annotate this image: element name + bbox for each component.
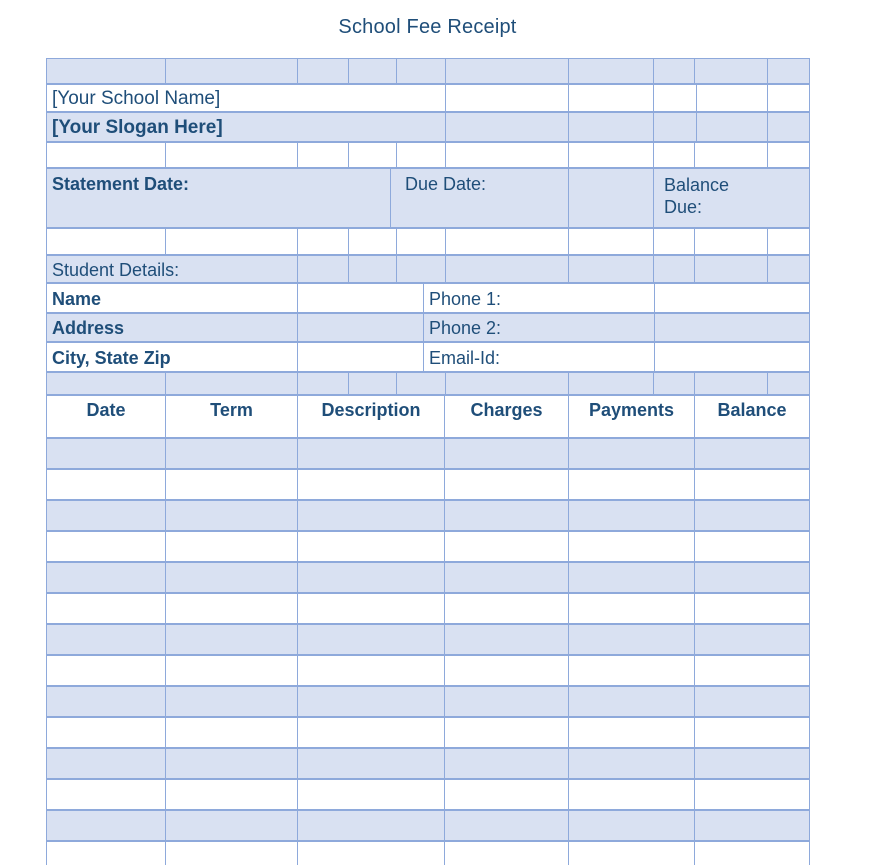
grid-cell (397, 256, 446, 282)
fee-cell-charges[interactable] (445, 594, 569, 623)
fee-cell-term[interactable] (166, 687, 298, 716)
fee-table-row (47, 563, 810, 594)
fee-table-row (47, 687, 810, 718)
grid-cell (654, 256, 695, 282)
city-label-cell (47, 343, 298, 371)
grid-band-row (47, 59, 810, 85)
grid-cell (695, 373, 768, 394)
fee-cell-description[interactable] (298, 594, 445, 623)
grid-cell (697, 85, 768, 111)
grid-cell (654, 85, 697, 111)
grid-cell (349, 373, 397, 394)
fee-cell-date[interactable] (47, 563, 166, 592)
fee-cell-description[interactable] (298, 501, 445, 530)
grid-cell (654, 143, 695, 167)
grid-cell (569, 59, 654, 83)
fee-cell-term[interactable] (166, 718, 298, 747)
fee-table-row (47, 594, 810, 625)
fee-cell-charges[interactable] (445, 563, 569, 592)
address-label: Address (52, 318, 125, 338)
header-charges: Charges (445, 396, 569, 437)
city-row (47, 343, 810, 373)
balance-due-label: Balance Due: (664, 175, 730, 217)
grid-cell (397, 143, 446, 167)
statement-date-label-cell (47, 169, 391, 227)
fee-cell-balance[interactable] (695, 811, 810, 840)
grid-cell (768, 85, 810, 111)
grid-cell (349, 143, 397, 167)
fee-cell-payments[interactable] (569, 718, 695, 747)
grid-cell (768, 113, 810, 141)
grid-cell (446, 373, 569, 394)
fee-cell-payments[interactable] (569, 470, 695, 499)
fee-cell-date[interactable] (47, 687, 166, 716)
phone2-label: Phone 2: (429, 318, 502, 338)
grid-cell (47, 373, 166, 394)
school-name-text: [Your School Name] (52, 88, 221, 109)
grid-cell (397, 59, 446, 83)
fee-cell-payments[interactable] (569, 501, 695, 530)
fee-cell-term[interactable] (166, 501, 298, 530)
due-date-value-cell[interactable] (569, 169, 654, 227)
fee-cell-payments[interactable] (569, 563, 695, 592)
fee-cell-date[interactable] (47, 780, 166, 809)
fee-cell-payments[interactable] (569, 811, 695, 840)
fee-cell-balance[interactable] (695, 439, 810, 468)
fee-cell-description[interactable] (298, 842, 445, 865)
fee-cell-payments[interactable] (569, 842, 695, 865)
fee-cell-payments[interactable] (569, 625, 695, 654)
phone2-value-cell[interactable] (655, 314, 810, 341)
due-date-label: Due Date: (405, 174, 487, 194)
fee-cell-payments[interactable] (569, 687, 695, 716)
grid-cell (768, 143, 810, 167)
fee-cell-description[interactable] (298, 470, 445, 499)
grid-cell (166, 373, 298, 394)
fee-cell-date[interactable] (47, 842, 166, 865)
name-label-cell (47, 284, 298, 312)
fee-cell-balance[interactable] (695, 625, 810, 654)
grid-cell (349, 229, 397, 254)
name-label: Name (52, 288, 102, 309)
grid-cell (446, 59, 569, 83)
fee-cell-charges[interactable] (445, 501, 569, 530)
fee-table-row (47, 532, 810, 563)
city-value-cell[interactable] (298, 343, 424, 371)
fee-cell-term[interactable] (166, 594, 298, 623)
grid-cell (768, 59, 810, 83)
grid-cell (166, 143, 298, 167)
statement-date-label: Statement Date: (52, 174, 190, 194)
grid-cell (654, 229, 695, 254)
grid-cell (298, 59, 349, 83)
fee-cell-payments[interactable] (569, 594, 695, 623)
fee-cell-description[interactable] (298, 780, 445, 809)
fee-cell-term[interactable] (166, 470, 298, 499)
grid-cell (446, 85, 569, 111)
slogan-row (47, 113, 810, 143)
fee-cell-charges[interactable] (445, 439, 569, 468)
fee-cell-charges[interactable] (445, 687, 569, 716)
fee-cell-description[interactable] (298, 718, 445, 747)
grid-cell (768, 373, 810, 394)
grid-cell (47, 143, 166, 167)
header-payments: Payments (569, 396, 695, 437)
fee-cell-date[interactable] (47, 470, 166, 499)
fee-cell-balance[interactable] (695, 563, 810, 592)
fee-cell-charges[interactable] (445, 718, 569, 747)
fee-cell-date[interactable] (47, 625, 166, 654)
grid-cell (569, 256, 654, 282)
fee-table-body (47, 439, 810, 865)
fee-cell-charges[interactable] (445, 780, 569, 809)
fee-cell-balance[interactable] (695, 749, 810, 778)
fee-table-row (47, 439, 810, 470)
fee-table-row (47, 749, 810, 780)
fee-table-row (47, 470, 810, 501)
grid-cell (654, 373, 695, 394)
fee-cell-date[interactable] (47, 501, 166, 530)
fee-cell-term[interactable] (166, 780, 298, 809)
grid-cell (695, 256, 768, 282)
grid-cell (166, 229, 298, 254)
fee-cell-description[interactable] (298, 532, 445, 561)
fee-cell-term[interactable] (166, 749, 298, 778)
fee-cell-balance[interactable] (695, 470, 810, 499)
fee-cell-payments[interactable] (569, 749, 695, 778)
fee-table-row (47, 718, 810, 749)
school-name-cell[interactable] (47, 85, 446, 111)
fee-cell-balance[interactable] (695, 687, 810, 716)
grid-cell (397, 229, 446, 254)
grid-cell (446, 229, 569, 254)
fee-table-row (47, 656, 810, 687)
page-title: School Fee Receipt (338, 16, 517, 38)
header-date: Date (47, 396, 166, 437)
fee-cell-payments[interactable] (569, 780, 695, 809)
fee-cell-charges[interactable] (445, 811, 569, 840)
grid-cell (695, 143, 768, 167)
fee-cell-balance[interactable] (695, 780, 810, 809)
fee-table-row (47, 625, 810, 656)
grid-cell (569, 143, 654, 167)
student-details-row (47, 256, 810, 284)
grid-cell (446, 143, 569, 167)
fee-cell-date[interactable] (47, 532, 166, 561)
fee-cell-description[interactable] (298, 687, 445, 716)
fee-cell-description[interactable] (298, 625, 445, 654)
grid-cell (397, 373, 446, 394)
fee-cell-charges[interactable] (445, 625, 569, 654)
spacer-row (47, 143, 810, 169)
grid-cell (446, 256, 569, 282)
grid-cell (446, 113, 569, 141)
spacer-row (47, 229, 810, 256)
address-row (47, 314, 810, 343)
phone1-label-cell (424, 284, 655, 312)
grid-cell (569, 113, 654, 141)
grid-cell (569, 373, 654, 394)
grid-cell (695, 59, 768, 83)
grid-cell (298, 373, 349, 394)
fee-cell-description[interactable] (298, 563, 445, 592)
grid-cell (298, 229, 349, 254)
grid-cell (349, 59, 397, 83)
address-label-cell (47, 314, 298, 341)
fee-cell-balance[interactable] (695, 842, 810, 865)
grid-cell (569, 229, 654, 254)
fee-table-header-row (47, 396, 810, 439)
grid-cell (654, 59, 695, 83)
fee-table-row (47, 501, 810, 532)
fee-table-row (47, 842, 810, 865)
due-date-label-cell (391, 169, 569, 227)
header-description: Description (298, 396, 445, 437)
header-balance: Balance (695, 396, 810, 437)
fee-cell-date[interactable] (47, 594, 166, 623)
grid-cell (768, 256, 810, 282)
grid-cell (298, 256, 349, 282)
grid-cell (298, 143, 349, 167)
fee-cell-charges[interactable] (445, 842, 569, 865)
grid-cell (697, 113, 768, 141)
spacer-row (47, 373, 810, 396)
grid-cell (47, 229, 166, 254)
fee-cell-charges[interactable] (445, 749, 569, 778)
fee-cell-balance[interactable] (695, 532, 810, 561)
address-value-cell[interactable] (298, 314, 424, 341)
student-details-cell (47, 256, 298, 282)
fee-cell-payments[interactable] (569, 656, 695, 685)
fee-cell-balance[interactable] (695, 656, 810, 685)
fee-cell-description[interactable] (298, 811, 445, 840)
grid-cell (768, 229, 810, 254)
statement-row (47, 169, 810, 229)
grid-cell (654, 113, 697, 141)
fee-cell-term[interactable] (166, 439, 298, 468)
fee-cell-payments[interactable] (569, 439, 695, 468)
fee-cell-term[interactable] (166, 842, 298, 865)
fee-cell-term[interactable] (166, 811, 298, 840)
fee-cell-date[interactable] (47, 749, 166, 778)
fee-cell-date[interactable] (47, 656, 166, 685)
fee-cell-term[interactable] (166, 532, 298, 561)
fee-cell-balance[interactable] (695, 501, 810, 530)
fee-table-row (47, 780, 810, 811)
email-value-cell[interactable] (655, 343, 810, 371)
fee-cell-date[interactable] (47, 718, 166, 747)
student-details-label: Student Details: (52, 259, 180, 280)
school-name-row (47, 85, 810, 113)
name-value-cell[interactable] (298, 284, 424, 312)
grid-cell (166, 59, 298, 83)
fee-cell-date[interactable] (47, 439, 166, 468)
fee-cell-payments[interactable] (569, 532, 695, 561)
phone1-value-cell[interactable] (655, 284, 810, 312)
grid-cell (349, 256, 397, 282)
fee-cell-balance[interactable] (695, 594, 810, 623)
name-row (47, 284, 810, 314)
grid-cell (569, 85, 654, 111)
balance-due-label-cell (654, 169, 810, 227)
fee-cell-description[interactable] (298, 656, 445, 685)
fee-cell-term[interactable] (166, 656, 298, 685)
city-label: City, State Zip (52, 347, 171, 368)
header-term: Term (166, 396, 298, 437)
phone2-label-cell (424, 314, 655, 341)
fee-cell-balance[interactable] (695, 718, 810, 747)
fee-cell-charges[interactable] (445, 532, 569, 561)
slogan-text: [Your Slogan Here] (52, 117, 223, 138)
fee-cell-charges[interactable] (445, 470, 569, 499)
fee-cell-description[interactable] (298, 749, 445, 778)
fee-cell-term[interactable] (166, 625, 298, 654)
grid-cell (695, 229, 768, 254)
email-label-cell (424, 343, 655, 371)
fee-cell-date[interactable] (47, 811, 166, 840)
slogan-cell[interactable] (47, 113, 446, 141)
fee-cell-term[interactable] (166, 563, 298, 592)
phone1-label: Phone 1: (429, 288, 502, 309)
email-label: Email-Id: (429, 347, 501, 368)
grid-cell (47, 59, 166, 83)
fee-table-row (47, 811, 810, 842)
fee-cell-description[interactable] (298, 439, 445, 468)
fee-cell-charges[interactable] (445, 656, 569, 685)
receipt-sheet (46, 58, 810, 865)
